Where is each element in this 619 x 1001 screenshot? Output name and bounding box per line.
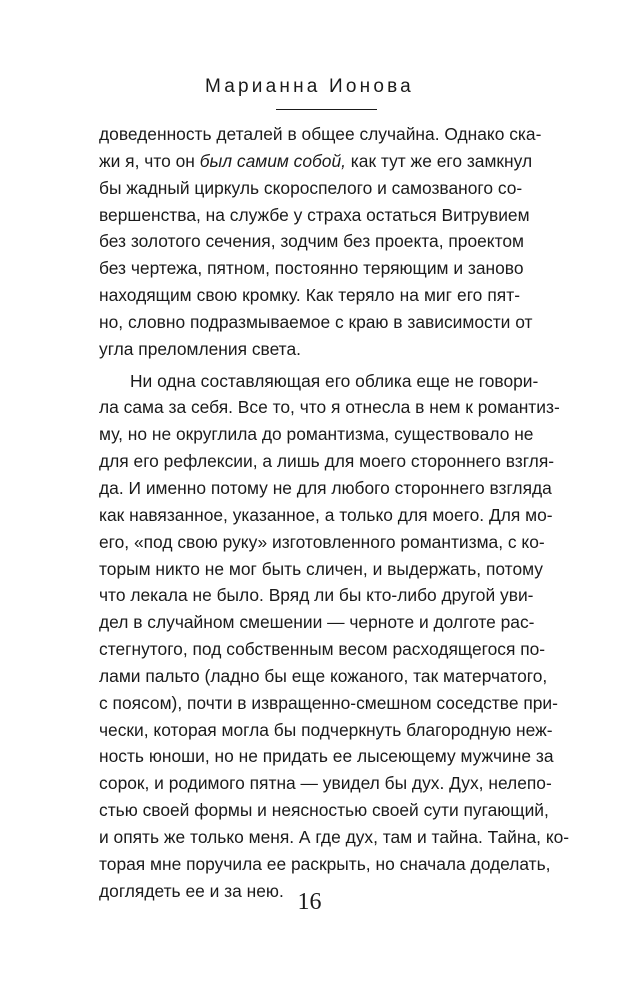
text-line: с поясом), почти в извращенно-смешном соседстве при- xyxy=(99,692,558,713)
text-line: му, но не округлила до романтизма, существовало не xyxy=(99,424,534,445)
page-body-text xyxy=(99,121,570,904)
running-header-author: Марианна Ионова xyxy=(205,76,414,97)
paragraph xyxy=(99,121,542,363)
text-line: стью своей формы и неясностью своей сути пугающий, xyxy=(99,800,549,821)
text-line: бы жадный циркуль скороспелого и самозваного со- xyxy=(99,177,523,198)
text-line: вершенства, на службе у страха остаться Витрувием xyxy=(99,204,530,225)
text-run: жи я, что он xyxy=(99,150,200,171)
text-line: без золотого сечения, зодчим без проекта, проектом xyxy=(99,231,524,252)
paragraph xyxy=(99,368,570,905)
text-run: как тут же его замкнул xyxy=(345,150,533,171)
header-rule xyxy=(276,109,377,110)
text-line: сорок, и родимого пятна — увидел бы дух. Дух, нелепо- xyxy=(99,773,552,794)
text-line: что лекала не было. Вряд ли бы кто-либо другой уви- xyxy=(99,585,534,606)
text-line: его, «под свою руку» изготовленного романтизма, с ко- xyxy=(99,531,545,552)
page-number: 16 xyxy=(297,889,322,915)
italic-phrase: был самим собой, xyxy=(199,150,346,171)
text-line xyxy=(99,148,533,175)
text-line: доведенность деталей в общее случайна. Однако ска- xyxy=(99,124,542,144)
text-line: стегнутого, под собственным весом расходящегося по- xyxy=(99,639,546,660)
text-line: без чертежа, пятном, постоянно теряющим и заново xyxy=(99,258,524,279)
text-line: угла преломления света. xyxy=(99,338,301,359)
text-line: чески, которая могла бы подчеркнуть благородную неж- xyxy=(99,719,553,740)
text-line: для его рефлексии, а лишь для моего стороннего взгля- xyxy=(99,451,555,472)
text-line: да. И именно потому не для любого стороннего взгляда xyxy=(99,477,552,498)
text-line: но, словно подразмываемое с краю в зависимости от xyxy=(99,311,533,332)
text-line: как навязанное, указанное, а только для моего. Для мо- xyxy=(99,504,553,525)
text-line: торым никто не мог быть сличен, и выдержать, потому xyxy=(99,558,543,579)
text-line: Ни одна составляющая его облика еще не говори- xyxy=(130,370,539,391)
text-line: ла сама за себя. Все то, что я отнесла в нем к романтиз- xyxy=(99,397,560,418)
text-line: и опять же только меня. А где дух, там и тайна. Тайна, ко- xyxy=(99,826,570,847)
text-line: ность юноши, но не придать ее лысеющему мужчине за xyxy=(99,746,554,767)
text-line: доглядеть ее и за нею. xyxy=(99,880,284,901)
text-line: дел в случайном смешении — черноте и долготе рас- xyxy=(99,612,535,633)
text-line: находящим свою кромку. Как теряло на миг его пят- xyxy=(99,285,520,306)
text-line: лами пальто (ладно бы еще кожаного, так матерчатого, xyxy=(99,665,548,686)
text-line: торая мне поручила ее раскрыть, но сначала доделать, xyxy=(99,853,551,874)
